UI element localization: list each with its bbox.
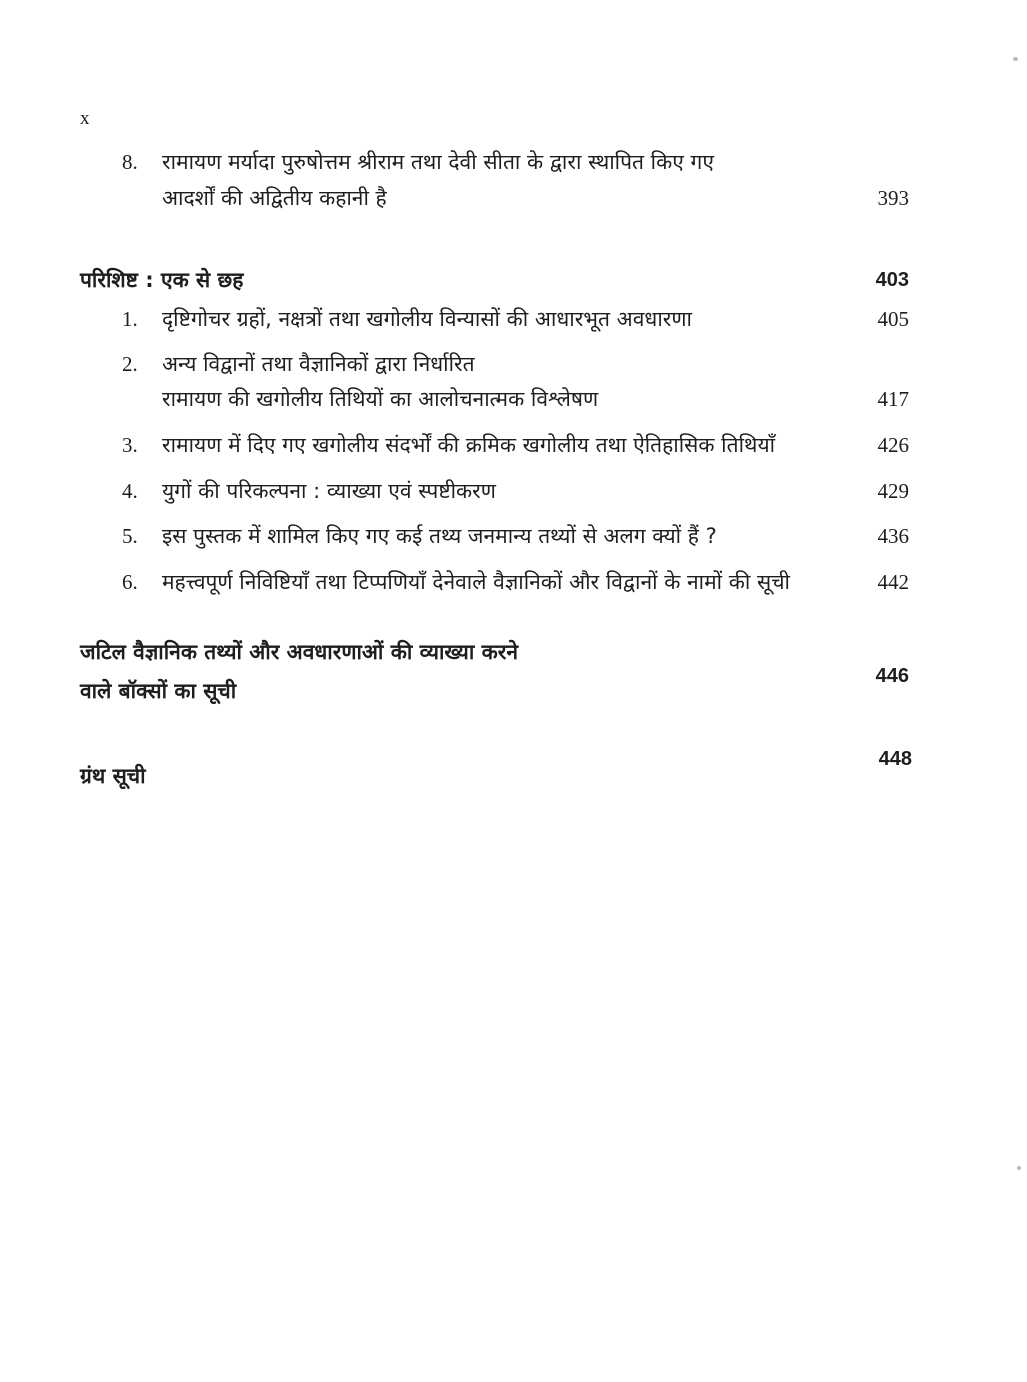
entry-number: 2.	[122, 352, 138, 376]
entry-number: 1.	[122, 307, 138, 331]
section-title: ग्रंथ सूची	[80, 764, 146, 788]
section-page: 403	[875, 269, 909, 291]
entry-page: 429	[877, 479, 909, 503]
entry-number: 6.	[122, 570, 138, 594]
entry-title: इस पुस्तक में शामिल किए गए कई तथ्य जनमान्य तथ्यों से अलग क्यों हैं ?	[162, 524, 717, 548]
entry-number: 5.	[122, 524, 138, 548]
entry-title-line-1: रामायण मर्यादा पुरुषोत्तम श्रीराम तथा देवी सीता के द्वारा स्थापित किए गए	[162, 150, 714, 174]
section-title-line-2: वाले बॉक्सों का सूची	[80, 679, 237, 703]
entry-number: 8.	[122, 150, 138, 174]
scan-speck	[1017, 1166, 1021, 1170]
entry-page: 393	[877, 186, 909, 210]
section-title-line-1: जटिल वैज्ञानिक तथ्यों और अवधारणाओं की व्याख्या करने	[80, 640, 518, 664]
entry-title-line-1: अन्य विद्वानों तथा वैज्ञानिकों द्वारा निर्धारित	[162, 352, 475, 376]
entry-title: युगों की परिकल्पना : व्याख्या एवं स्पष्टीकरण	[162, 479, 496, 503]
entry-title-line-2: आदर्शों की अद्वितीय कहानी है	[162, 186, 387, 210]
entry-title: महत्त्वपूर्ण निविष्टियाँ तथा टिप्पणियाँ देनेवाले वैज्ञानिकों और विद्वानों के नामों की सूची	[162, 570, 790, 594]
scan-speck	[1013, 57, 1018, 61]
entry-number: 3.	[122, 433, 138, 457]
entry-page: 442	[877, 570, 909, 594]
section-page: 446	[875, 665, 909, 687]
entry-page: 436	[877, 524, 909, 548]
entry-number: 4.	[122, 479, 138, 503]
entry-title-line-2: रामायण की खगोलीय तिथियों का आलोचनात्मक विश्लेषण	[162, 387, 599, 411]
entry-page: 417	[877, 387, 909, 411]
entry-page: 426	[877, 433, 909, 457]
entry-title: दृष्टिगोचर ग्रहों, नक्षत्रों तथा खगोलीय विन्यासों की आधारभूत अवधारणा	[162, 307, 692, 331]
section-title: परिशिष्ट : एक से छह	[80, 268, 244, 292]
page-number: x	[80, 108, 90, 129]
section-page: 448	[878, 748, 912, 770]
entry-title: रामायण में दिए गए खगोलीय संदर्भों की क्रमिक खगोलीय तथा ऐतिहासिक तिथियाँ	[162, 433, 776, 457]
entry-page: 405	[877, 307, 909, 331]
